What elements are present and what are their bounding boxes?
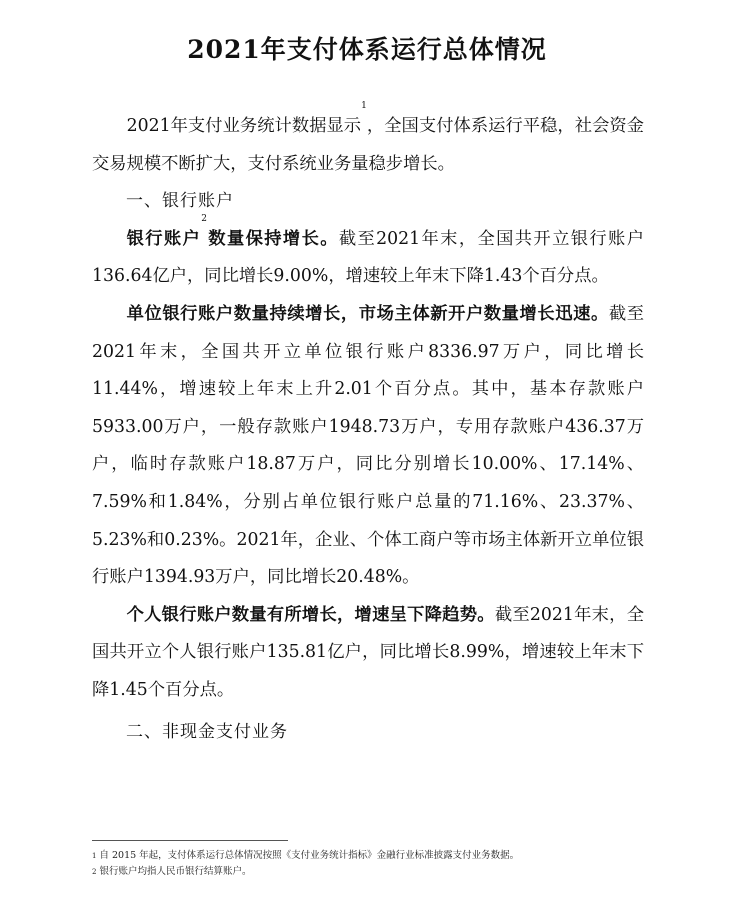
intro-text-cont: ，全国支付体系运行平稳，社会资金交易规模不断扩大，支付系统业务量稳步增长。 [92, 116, 644, 174]
footnote-2 [92, 864, 652, 880]
document-body [92, 101, 644, 751]
footnote-number: 2 [92, 868, 97, 876]
paragraph-personal-accounts [92, 597, 644, 710]
footnote-text: 银行账户均指人民币银行结算账户。 [99, 866, 252, 877]
paragraph-text: 截至2021年末，全国共开立银行账户136.64亿户，同比增长9.00%，增速较上年末下降1.43个百分点。 [92, 228, 644, 287]
footnote-divider [92, 840, 288, 841]
paragraph-text: 截至2021年末，全国共开立单位银行账户8336.97万户，同比增长11.44%，增速较上年末上升2.01个百分点。其中，基本存款账户5933.00万户，一般存款账户1948.73万户，专用存款账户436.37万户，临时存款账户18.87万户，同比分别增长10.00%、17.14%、7.59%和1.84%，分别占单位银行账户总量的71.16%、23.37%、5.23%和0.23%。2021年，企业、个体工商户等市场主体新开立单位银行账户1394.93万户，同比增长20.48%。 [92, 303, 644, 588]
lead-sentence: 银行账户 [126, 228, 202, 249]
intro-text: 2021年支付业务统计数据显示 [126, 116, 362, 136]
lead-sentence-cont: 数量保持增长。 [206, 228, 339, 249]
paragraph-unit-accounts [92, 296, 644, 597]
paragraph-bank-accounts [92, 213, 644, 296]
section-heading-non-cash-payments: 二、非现金支付业务 [126, 721, 288, 742]
footnote-number: 1 [92, 852, 97, 860]
section-heading-bank-accounts: 一、银行账户 [126, 191, 234, 212]
lead-sentence: 个人银行账户数量有所增长，增速呈下降趋势。 [126, 604, 495, 625]
footnote-ref-2[interactable]: 2 [201, 213, 207, 224]
footnote-ref-1[interactable]: 1 [361, 101, 367, 111]
intro-paragraph [92, 101, 644, 183]
lead-sentence: 单位银行账户数量持续增长，市场主体新开户数量增长迅速。 [126, 303, 609, 324]
footnotes [92, 848, 652, 880]
footnote-text: 自 2015 年起，支付体系运行总体情况按照《支付业务统计指标》金融行业标准披露支付业务数据。 [99, 850, 520, 861]
document-title: 2021年支付体系运行总体情况 [187, 35, 547, 64]
paragraph-text: 截至2021年末，全国共开立个人银行账户135.81亿户，同比增长8.99%，增速较上年末下降1.45个百分点。 [92, 604, 644, 700]
footnote-1 [92, 848, 652, 864]
